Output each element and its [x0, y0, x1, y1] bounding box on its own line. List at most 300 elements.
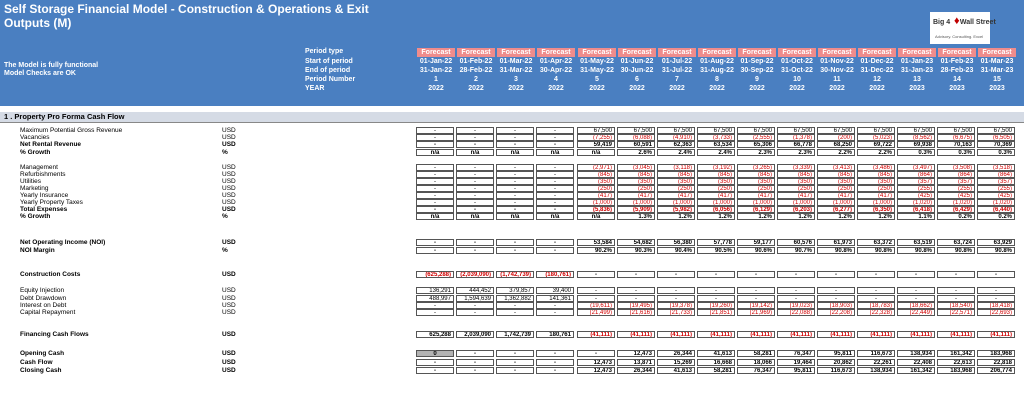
table-cell[interactable]: -	[777, 287, 815, 294]
table-cell[interactable]: (41,111)	[857, 331, 895, 338]
table-cell[interactable]: -	[536, 141, 574, 148]
table-cell[interactable]: (3,192)	[697, 164, 735, 171]
table-cell[interactable]: -	[416, 309, 454, 316]
table-cell[interactable]: 69,722	[857, 141, 895, 148]
table-cell[interactable]: 138,934	[897, 350, 935, 357]
table-cell[interactable]: (6,056)	[697, 206, 735, 213]
table-cell[interactable]: (6,675)	[937, 134, 975, 141]
table-cell[interactable]: (250)	[697, 185, 735, 192]
table-cell[interactable]: (357)	[977, 178, 1015, 185]
table-cell[interactable]: 67,500	[577, 127, 615, 134]
table-cell[interactable]: -	[416, 141, 454, 148]
table-cell[interactable]: (2,555)	[737, 134, 775, 141]
table-cell[interactable]: -	[416, 185, 454, 192]
table-cell[interactable]: (22,571)	[937, 309, 975, 316]
table-cell[interactable]: 180,761	[536, 331, 574, 338]
table-cell[interactable]: (1,000)	[577, 199, 615, 206]
table-cell[interactable]: -	[577, 350, 615, 357]
table-cell[interactable]: (1,000)	[817, 199, 855, 206]
table-cell[interactable]: -	[416, 178, 454, 185]
table-cell[interactable]: (180,761)	[536, 271, 574, 278]
table-cell[interactable]: (3,339)	[777, 164, 815, 171]
table-cell[interactable]: 379,857	[496, 287, 534, 294]
table-cell[interactable]: (21,733)	[657, 309, 695, 316]
table-cell[interactable]: (350)	[697, 178, 735, 185]
table-cell[interactable]: n/a	[536, 149, 574, 156]
table-cell[interactable]: (250)	[817, 185, 855, 192]
table-cell[interactable]: (5,836)	[577, 206, 615, 213]
table-cell[interactable]: -	[496, 239, 534, 246]
table-cell[interactable]: 1.2%	[737, 213, 775, 220]
table-cell[interactable]: -	[536, 239, 574, 246]
table-cell[interactable]: (1,742,739)	[496, 271, 534, 278]
table-cell[interactable]: (18,783)	[857, 302, 895, 309]
table-cell[interactable]: 67,500	[737, 127, 775, 134]
table-cell[interactable]: (6,350)	[857, 206, 895, 213]
table-cell[interactable]: (625,288)	[416, 271, 454, 278]
table-cell[interactable]: (6,088)	[617, 134, 655, 141]
table-cell[interactable]: -	[496, 206, 534, 213]
table-cell[interactable]: 63,929	[977, 239, 1015, 246]
table-cell[interactable]: -	[737, 271, 775, 278]
table-cell[interactable]: -	[536, 350, 574, 357]
table-cell[interactable]: (350)	[577, 178, 615, 185]
table-cell[interactable]: (7,255)	[577, 134, 615, 141]
table-cell[interactable]: -	[416, 199, 454, 206]
table-cell[interactable]: (22,693)	[977, 309, 1015, 316]
table-cell[interactable]: -	[536, 127, 574, 134]
table-cell[interactable]: n/a	[456, 213, 494, 220]
table-cell[interactable]: -	[496, 359, 534, 366]
table-cell[interactable]: (417)	[737, 192, 775, 199]
table-cell[interactable]: -	[456, 164, 494, 171]
table-cell[interactable]: (19,142)	[737, 302, 775, 309]
table-cell[interactable]: (425)	[937, 192, 975, 199]
table-cell[interactable]: 41,613	[697, 350, 735, 357]
table-cell[interactable]: 20,862	[817, 359, 855, 366]
table-cell[interactable]: 58,281	[697, 367, 735, 374]
table-cell[interactable]: n/a	[536, 213, 574, 220]
table-cell[interactable]: -	[977, 295, 1015, 302]
table-cell[interactable]: (417)	[657, 192, 695, 199]
table-cell[interactable]: -	[496, 178, 534, 185]
table-cell[interactable]: 444,452	[456, 287, 494, 294]
table-cell[interactable]: 1.2%	[857, 213, 895, 220]
table-cell[interactable]: -	[496, 192, 534, 199]
table-cell[interactable]: (6,429)	[937, 206, 975, 213]
table-cell[interactable]: (1,378)	[777, 134, 815, 141]
table-cell[interactable]: (250)	[577, 185, 615, 192]
table-cell[interactable]: -	[496, 247, 534, 254]
table-cell[interactable]: (250)	[857, 185, 895, 192]
table-cell[interactable]: (1,000)	[657, 199, 695, 206]
table-cell[interactable]: -	[536, 309, 574, 316]
table-cell[interactable]: -	[496, 199, 534, 206]
table-cell[interactable]: 63,519	[897, 239, 935, 246]
table-cell[interactable]: 15,269	[657, 359, 695, 366]
table-cell[interactable]: (845)	[657, 171, 695, 178]
table-cell[interactable]: (1,000)	[737, 199, 775, 206]
table-cell[interactable]: (845)	[817, 171, 855, 178]
table-cell[interactable]: 0.2%	[937, 213, 975, 220]
table-cell[interactable]: -	[937, 271, 975, 278]
table-cell[interactable]: 90.4%	[657, 247, 695, 254]
table-cell[interactable]: -	[897, 295, 935, 302]
table-cell[interactable]: -	[697, 271, 735, 278]
table-cell[interactable]: 1.1%	[897, 213, 935, 220]
table-cell[interactable]: (350)	[737, 178, 775, 185]
table-cell[interactable]: -	[536, 164, 574, 171]
table-cell[interactable]: -	[416, 359, 454, 366]
table-cell[interactable]: 22,408	[897, 359, 935, 366]
table-cell[interactable]: (18,903)	[817, 302, 855, 309]
table-cell[interactable]: -	[416, 247, 454, 254]
table-cell[interactable]: 22,818	[977, 359, 1015, 366]
table-cell[interactable]: 116,673	[857, 350, 895, 357]
table-cell[interactable]: -	[456, 171, 494, 178]
table-cell[interactable]: n/a	[456, 149, 494, 156]
table-cell[interactable]: (1,020)	[897, 199, 935, 206]
table-cell[interactable]: 1.2%	[777, 213, 815, 220]
table-cell[interactable]: 59,177	[737, 239, 775, 246]
table-cell[interactable]: (3,486)	[857, 164, 895, 171]
table-cell[interactable]: 60,576	[777, 239, 815, 246]
table-cell[interactable]: (41,111)	[897, 331, 935, 338]
table-cell[interactable]: (425)	[977, 192, 1015, 199]
table-cell[interactable]: -	[456, 359, 494, 366]
table-cell[interactable]: -	[456, 199, 494, 206]
table-cell[interactable]: 1.2%	[697, 213, 735, 220]
table-cell[interactable]: 58,281	[737, 350, 775, 357]
table-cell[interactable]: 1,594,639	[456, 295, 494, 302]
table-cell[interactable]: (864)	[897, 171, 935, 178]
table-cell[interactable]: -	[496, 350, 534, 357]
table-cell[interactable]: -	[897, 271, 935, 278]
table-cell[interactable]: (19,260)	[697, 302, 735, 309]
table-cell[interactable]: (2,039,090)	[456, 271, 494, 278]
table-cell[interactable]: 63,724	[937, 239, 975, 246]
table-cell[interactable]: (845)	[577, 171, 615, 178]
table-cell[interactable]: (357)	[897, 178, 935, 185]
table-cell[interactable]: -	[456, 350, 494, 357]
table-cell[interactable]: n/a	[416, 149, 454, 156]
table-cell[interactable]: -	[416, 206, 454, 213]
table-cell[interactable]: -	[536, 185, 574, 192]
table-cell[interactable]: (6,277)	[817, 206, 855, 213]
table-cell[interactable]: 90.2%	[577, 247, 615, 254]
table-cell[interactable]: (22,328)	[857, 309, 895, 316]
table-cell[interactable]: (425)	[897, 192, 935, 199]
table-cell[interactable]: 95,811	[777, 367, 815, 374]
table-cell[interactable]: (1,000)	[857, 199, 895, 206]
table-cell[interactable]: (41,111)	[977, 331, 1015, 338]
table-cell[interactable]: (22,208)	[817, 309, 855, 316]
table-cell[interactable]: 1.2%	[657, 213, 695, 220]
table-cell[interactable]: 90.8%	[977, 247, 1015, 254]
table-cell[interactable]: 141,361	[536, 295, 574, 302]
table-cell[interactable]: 67,500	[777, 127, 815, 134]
table-cell[interactable]: -	[777, 295, 815, 302]
table-cell[interactable]: 90.8%	[817, 247, 855, 254]
table-cell[interactable]: 2.6%	[617, 149, 655, 156]
table-cell[interactable]: -	[857, 287, 895, 294]
table-cell[interactable]: 70,369	[977, 141, 1015, 148]
table-cell[interactable]: (3,118)	[657, 164, 695, 171]
table-cell[interactable]: -	[737, 287, 775, 294]
table-cell[interactable]: 206,774	[977, 367, 1015, 374]
table-cell[interactable]: 16,668	[697, 359, 735, 366]
table-cell[interactable]: (21,851)	[697, 309, 735, 316]
table-cell[interactable]: (41,111)	[737, 331, 775, 338]
table-cell[interactable]: (41,111)	[657, 331, 695, 338]
table-cell[interactable]: 95,811	[817, 350, 855, 357]
table-cell[interactable]: 2.4%	[697, 149, 735, 156]
table-cell[interactable]: 67,500	[657, 127, 695, 134]
table-cell[interactable]: 19,464	[777, 359, 815, 366]
table-cell[interactable]: -	[496, 309, 534, 316]
table-cell[interactable]: (41,111)	[777, 331, 815, 338]
table-cell[interactable]: 90.6%	[737, 247, 775, 254]
table-cell[interactable]: -	[416, 192, 454, 199]
table-cell[interactable]: 76,347	[737, 367, 775, 374]
table-cell[interactable]: (357)	[937, 178, 975, 185]
table-cell[interactable]: -	[536, 247, 574, 254]
table-cell[interactable]: -	[496, 164, 534, 171]
table-cell[interactable]: 90.8%	[857, 247, 895, 254]
table-cell[interactable]: (1,000)	[617, 199, 655, 206]
table-cell[interactable]: (6,203)	[777, 206, 815, 213]
table-cell[interactable]: -	[937, 295, 975, 302]
table-cell[interactable]: 2,039,090	[456, 331, 494, 338]
table-cell[interactable]: -	[817, 271, 855, 278]
table-cell[interactable]: (3,413)	[817, 164, 855, 171]
table-cell[interactable]: 183,968	[977, 350, 1015, 357]
table-cell[interactable]: -	[496, 302, 534, 309]
table-cell[interactable]: 67,500	[697, 127, 735, 134]
table-cell[interactable]: -	[697, 295, 735, 302]
table-cell[interactable]: -	[577, 271, 615, 278]
table-cell[interactable]: (22,088)	[777, 309, 815, 316]
table-cell[interactable]: 2.3%	[737, 149, 775, 156]
table-cell[interactable]: (19,023)	[777, 302, 815, 309]
table-cell[interactable]: (1,000)	[697, 199, 735, 206]
table-cell[interactable]: -	[456, 206, 494, 213]
table-cell[interactable]: (6,440)	[977, 206, 1015, 213]
table-cell[interactable]: -	[456, 247, 494, 254]
table-cell[interactable]: (41,111)	[937, 331, 975, 338]
table-cell[interactable]: 13,871	[617, 359, 655, 366]
table-cell[interactable]: -	[496, 171, 534, 178]
table-cell[interactable]: (250)	[737, 185, 775, 192]
table-cell[interactable]: 67,500	[817, 127, 855, 134]
table-cell[interactable]: (417)	[777, 192, 815, 199]
table-cell[interactable]: 2.2%	[817, 149, 855, 156]
table-cell[interactable]: (417)	[857, 192, 895, 199]
table-cell[interactable]: -	[577, 287, 615, 294]
table-cell[interactable]: 62,363	[657, 141, 695, 148]
table-cell[interactable]: 1,742,739	[496, 331, 534, 338]
table-cell[interactable]: (3,508)	[937, 164, 975, 171]
table-cell[interactable]: (255)	[977, 185, 1015, 192]
table-cell[interactable]: 18,066	[737, 359, 775, 366]
table-cell[interactable]: -	[456, 185, 494, 192]
table-cell[interactable]: 61,973	[817, 239, 855, 246]
table-cell[interactable]: 65,306	[737, 141, 775, 148]
table-cell[interactable]: (1,000)	[777, 199, 815, 206]
table-cell[interactable]: (19,495)	[617, 302, 655, 309]
table-cell[interactable]: (6,129)	[737, 206, 775, 213]
table-cell[interactable]: 488,997	[416, 295, 454, 302]
table-cell[interactable]: -	[416, 171, 454, 178]
table-cell[interactable]: 136,291	[416, 287, 454, 294]
table-cell[interactable]: 22,261	[857, 359, 895, 366]
table-cell[interactable]: -	[937, 287, 975, 294]
table-cell[interactable]: 59,419	[577, 141, 615, 148]
table-cell[interactable]: 2.3%	[777, 149, 815, 156]
table-cell[interactable]: -	[456, 192, 494, 199]
table-cell[interactable]: (845)	[697, 171, 735, 178]
table-cell[interactable]: -	[536, 302, 574, 309]
table-cell[interactable]: (19,378)	[657, 302, 695, 309]
table-cell[interactable]: 12,473	[617, 350, 655, 357]
table-cell[interactable]: 90.5%	[697, 247, 735, 254]
table-cell[interactable]: 12,473	[577, 359, 615, 366]
table-cell[interactable]: -	[536, 134, 574, 141]
table-cell[interactable]: -	[416, 164, 454, 171]
table-cell[interactable]: (864)	[977, 171, 1015, 178]
table-cell[interactable]: 26,344	[657, 350, 695, 357]
table-cell[interactable]: -	[496, 367, 534, 374]
table-cell[interactable]: n/a	[577, 149, 615, 156]
table-cell[interactable]: 63,534	[697, 141, 735, 148]
table-cell[interactable]: 69,938	[897, 141, 935, 148]
table-cell[interactable]: 63,372	[857, 239, 895, 246]
table-cell[interactable]: -	[777, 271, 815, 278]
table-cell[interactable]: (200)	[817, 134, 855, 141]
table-cell[interactable]: (350)	[817, 178, 855, 185]
table-cell[interactable]: (350)	[857, 178, 895, 185]
table-cell[interactable]: -	[657, 271, 695, 278]
table-cell[interactable]: (5,909)	[617, 206, 655, 213]
table-cell[interactable]: (250)	[657, 185, 695, 192]
table-cell[interactable]: 2.4%	[657, 149, 695, 156]
table-cell[interactable]: (21,969)	[737, 309, 775, 316]
table-cell[interactable]: -	[617, 271, 655, 278]
table-cell[interactable]: 56,380	[657, 239, 695, 246]
table-cell[interactable]: 0.2%	[977, 213, 1015, 220]
table-cell[interactable]: (864)	[937, 171, 975, 178]
table-cell[interactable]: (22,449)	[897, 309, 935, 316]
table-cell[interactable]: -	[456, 367, 494, 374]
table-cell[interactable]: -	[536, 206, 574, 213]
table-cell[interactable]: -	[697, 287, 735, 294]
table-cell[interactable]: -	[977, 287, 1015, 294]
table-cell[interactable]: (8,562)	[897, 134, 935, 141]
table-cell[interactable]: -	[657, 295, 695, 302]
table-cell[interactable]: 67,500	[977, 127, 1015, 134]
table-cell[interactable]: -	[817, 295, 855, 302]
table-cell[interactable]: (3,733)	[697, 134, 735, 141]
table-cell[interactable]: 183,968	[937, 367, 975, 374]
table-cell[interactable]: -	[456, 127, 494, 134]
table-cell[interactable]: -	[416, 134, 454, 141]
table-cell[interactable]: 0	[416, 350, 454, 357]
table-cell[interactable]: (18,418)	[977, 302, 1015, 309]
table-cell[interactable]: (1,020)	[937, 199, 975, 206]
table-cell[interactable]: (41,111)	[697, 331, 735, 338]
table-cell[interactable]: 161,342	[897, 367, 935, 374]
table-cell[interactable]: 12,473	[577, 367, 615, 374]
table-cell[interactable]: -	[496, 127, 534, 134]
table-cell[interactable]: (21,616)	[617, 309, 655, 316]
table-cell[interactable]: 76,347	[777, 350, 815, 357]
table-cell[interactable]: -	[496, 141, 534, 148]
table-cell[interactable]: (350)	[657, 178, 695, 185]
table-cell[interactable]: 90.8%	[937, 247, 975, 254]
table-cell[interactable]: 116,673	[817, 367, 855, 374]
table-cell[interactable]: n/a	[416, 213, 454, 220]
table-cell[interactable]: 90.8%	[897, 247, 935, 254]
table-cell[interactable]: -	[456, 178, 494, 185]
table-cell[interactable]: (18,540)	[937, 302, 975, 309]
table-cell[interactable]: (21,499)	[577, 309, 615, 316]
table-cell[interactable]: 1.3%	[617, 213, 655, 220]
table-cell[interactable]: n/a	[496, 149, 534, 156]
table-cell[interactable]: -	[536, 192, 574, 199]
table-cell[interactable]: (845)	[777, 171, 815, 178]
table-cell[interactable]: (2,971)	[577, 164, 615, 171]
table-cell[interactable]: 0.3%	[977, 149, 1015, 156]
table-cell[interactable]: -	[536, 367, 574, 374]
table-cell[interactable]: 161,342	[937, 350, 975, 357]
table-cell[interactable]: -	[536, 199, 574, 206]
table-cell[interactable]: -	[617, 295, 655, 302]
table-cell[interactable]: (845)	[737, 171, 775, 178]
table-cell[interactable]: 67,500	[857, 127, 895, 134]
table-cell[interactable]: 41,613	[657, 367, 695, 374]
table-cell[interactable]: (18,662)	[897, 302, 935, 309]
table-cell[interactable]: (417)	[817, 192, 855, 199]
table-cell[interactable]: -	[456, 309, 494, 316]
table-cell[interactable]: (845)	[617, 171, 655, 178]
table-cell[interactable]: 60,591	[617, 141, 655, 148]
table-cell[interactable]: -	[496, 185, 534, 192]
table-cell[interactable]: (250)	[617, 185, 655, 192]
table-cell[interactable]: -	[416, 127, 454, 134]
table-cell[interactable]: -	[536, 171, 574, 178]
table-cell[interactable]: -	[536, 178, 574, 185]
table-cell[interactable]: 57,778	[697, 239, 735, 246]
table-cell[interactable]: (255)	[937, 185, 975, 192]
table-cell[interactable]: (3,045)	[617, 164, 655, 171]
table-cell[interactable]: (350)	[777, 178, 815, 185]
table-cell[interactable]: n/a	[496, 213, 534, 220]
table-cell[interactable]: -	[897, 287, 935, 294]
table-cell[interactable]: (4,910)	[657, 134, 695, 141]
table-cell[interactable]: (5,023)	[857, 134, 895, 141]
table-cell[interactable]: 26,344	[617, 367, 655, 374]
table-cell[interactable]: -	[977, 271, 1015, 278]
table-cell[interactable]: -	[737, 295, 775, 302]
table-cell[interactable]: -	[496, 134, 534, 141]
table-cell[interactable]: 22,613	[937, 359, 975, 366]
table-cell[interactable]: 1.2%	[817, 213, 855, 220]
table-cell[interactable]: 138,934	[857, 367, 895, 374]
table-cell[interactable]: (3,265)	[737, 164, 775, 171]
table-cell[interactable]: (255)	[897, 185, 935, 192]
table-cell[interactable]: (350)	[617, 178, 655, 185]
table-cell[interactable]: -	[456, 134, 494, 141]
